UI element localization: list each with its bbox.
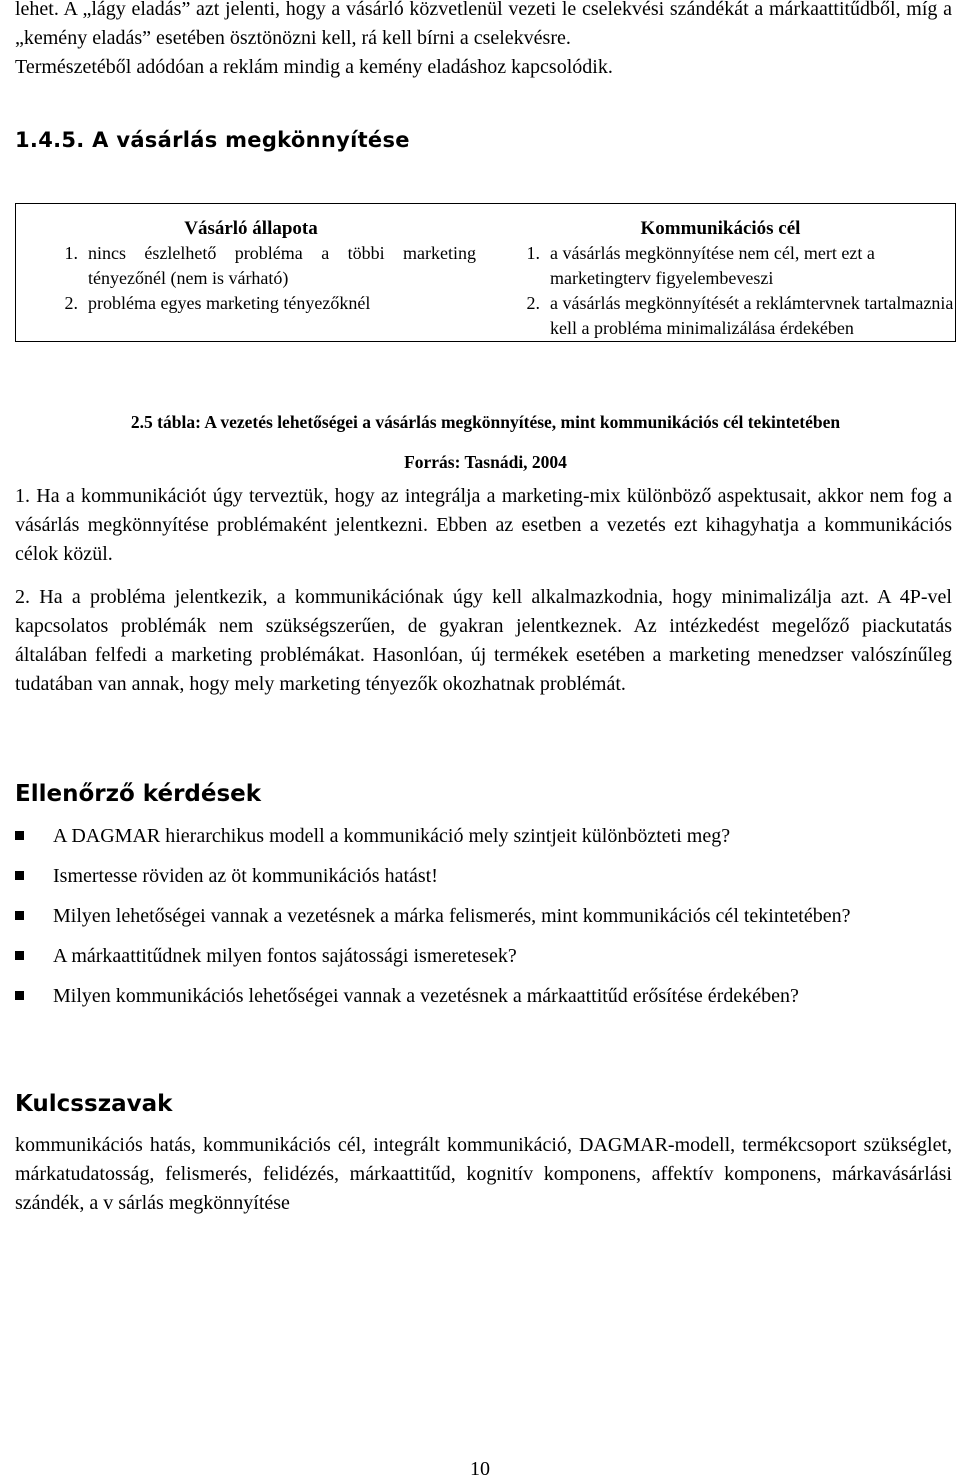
question-text: Milyen kommunikációs lehetőségei vannak a vezetésnek a márkaattitűd erősítése érdekében? [53,985,799,1007]
table-header-comm-goal: Kommunikációs cél [640,218,801,239]
table-row [16,241,956,291]
square-bullet-icon [15,831,24,840]
intro-paragraph [15,0,952,82]
intro-text: lehet. A „lágy eladás” azt jelenti, hogy a vásárló közvetlenül vezeti le cselekvési szándékát a márkaattitűdből, míg a „kemény eladás” esetében ösztönözni kell, rá kell bírni a cselekvésre. [15,0,952,49]
square-bullet-icon [15,911,24,920]
list-item [15,982,952,1010]
table-header-row [16,204,956,242]
comparison-table [15,203,956,342]
table-cell [486,291,956,342]
square-bullet-icon [15,991,24,1000]
keywords-text: kommunikációs hatás, kommunikációs cél, integrált kommunikáció, DAGMAR-modell, termékcsoport szükséglet, márkatudatosság, felismerés, felidézés, márkaattitűd, kognitív komponens, affektív komponens, márkavásárlási szándék, a v sárlás megkönnyítése [15,1134,952,1214]
table-cell [486,241,956,291]
body-paragraph: 2. Ha a probléma jelentkezik, a kommunikációnak úgy kell alkalmazkodnia, hogy minimalizálja azt. A 4P-vel kapcsolatos problémák nem szükségszerűen, de gyakran jelentkeznek. Az intézkedést megelőző piackutatás általában felfedi a marketing problémákat. Hasonlóan, új termékek esetében a marketing menedzser valószínűleg tudatában van annak, hogy mely marketing tényezők okozhatnak problémát. [15,586,952,695]
intro-text-last: Természetéből adódóan a reklám mindig a kemény eladáshoz kapcsolódik. [15,56,613,78]
questions-heading: Ellenőrző kérdések [15,781,262,807]
question-text: Milyen lehetőségei vannak a vezetésnek a márka felismerés, mint kommunikációs cél tekintetében? [53,905,851,927]
body-paragraph: 1. Ha a kommunikációt úgy terveztük, hogy az integrálja a marketing-mix különböző aspektusait, akkor nem fog a vásárlás megkönnyítése problémaként jelentkezni. Ebben az esetben a vezetés ezt kihagyhatja a kommunikációs célok közül. [15,485,952,565]
buyer-state-text: probléma egyes marketing tényezőknél [88,293,371,313]
question-text: A DAGMAR hierarchikus modell a kommunikáció mely szintjeit különbözteti meg? [53,825,731,847]
table-row [16,291,956,342]
page-number: 10 [470,1458,490,1480]
keywords-heading: Kulcsszavak [15,1091,173,1117]
table-header-buyer-state: Vásárló állapota [184,218,318,239]
question-text: Ismertesse röviden az öt kommunikációs hatást! [53,865,438,887]
comm-goal-text: a vásárlás megkönnyítése nem cél, mert ezt a marketingterv figyelembeveszi [550,243,875,288]
question-text: A márkaattitűdnek milyen fontos sajátossági ismeretesek? [53,945,517,967]
row-number: 2. [64,293,78,313]
questions-list [15,822,952,1022]
row-number: 2. [526,293,540,313]
table-caption: 2.5 tábla: A vezetés lehetőségei a vásárlás megkönnyítése, mint kommunikációs cél tekintetében [130,412,841,432]
table-cell [16,291,487,342]
table-cell [16,241,487,291]
square-bullet-icon [15,871,24,880]
list-item [15,902,952,930]
list-item [15,862,952,890]
comm-goal-text: a vásárlás megkönnyítését a reklámtervnek tartalmaznia kell a probléma minimalizálása érdekében [550,293,954,338]
list-item [15,942,952,970]
row-number: 1. [64,243,78,263]
section-heading: 1.4.5. A vásárlás megkönnyítése [15,128,410,152]
table-source: Forrás: Tasnádi, 2004 [404,452,567,472]
list-item [15,822,952,850]
square-bullet-icon [15,951,24,960]
buyer-state-text: nincs észlelhető probléma a többi marketing tényezőnél (nem is várható) [88,243,476,288]
row-number: 1. [526,243,540,263]
